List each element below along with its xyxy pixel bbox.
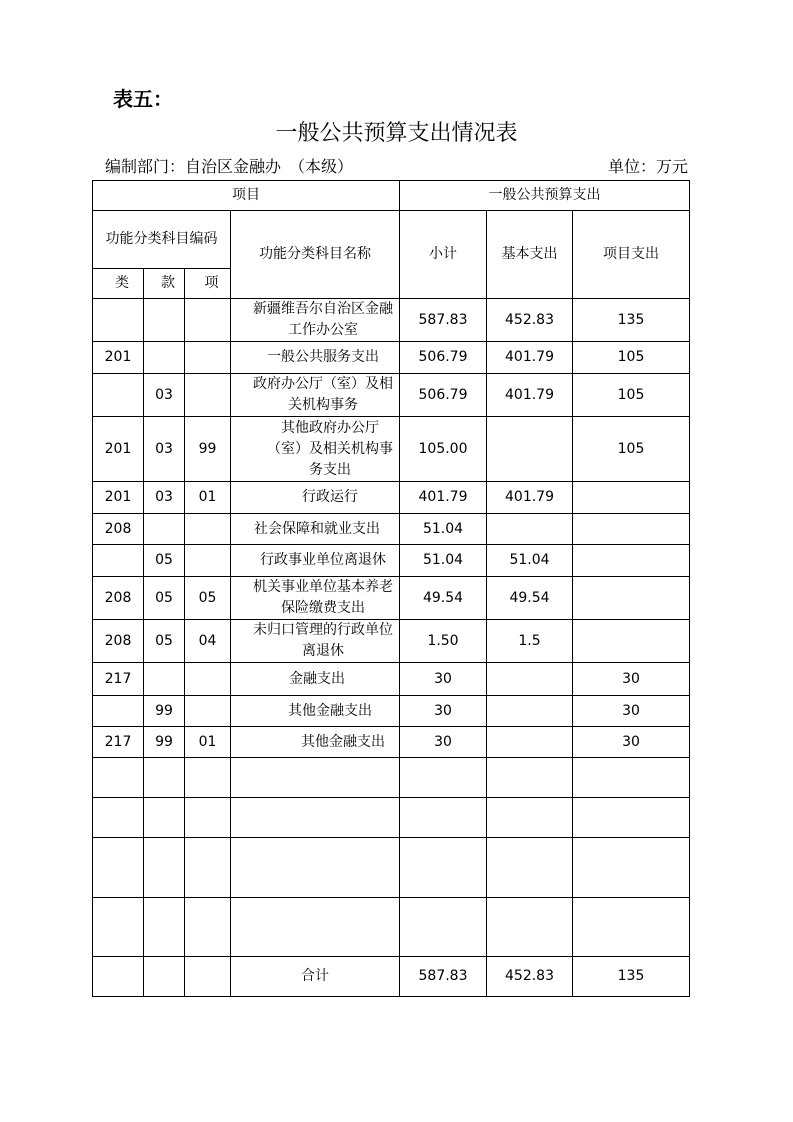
cell-lei: 201 bbox=[93, 482, 144, 514]
header-budget: 一般公共预算支出 bbox=[400, 181, 690, 211]
cell-lei: 201 bbox=[93, 417, 144, 482]
total-project: 135 bbox=[573, 957, 690, 997]
empty-row bbox=[93, 758, 690, 798]
cell-project bbox=[573, 482, 690, 514]
table-row bbox=[93, 727, 690, 758]
table-row bbox=[93, 417, 690, 482]
total-label: 合计 bbox=[231, 957, 400, 997]
cell-name: 行政事业单位离退休 bbox=[231, 545, 400, 577]
total-subtotal: 587.83 bbox=[400, 957, 487, 997]
empty-row bbox=[93, 838, 690, 898]
cell-xiang bbox=[185, 696, 231, 727]
cell-basic: 51.04 bbox=[487, 545, 573, 577]
cell-basic bbox=[487, 514, 573, 545]
cell-project bbox=[573, 545, 690, 577]
cell-project: 105 bbox=[573, 342, 690, 374]
cell-name: 社会保障和就业支出 bbox=[231, 514, 400, 545]
table-row bbox=[93, 577, 690, 620]
cell-subtotal: 30 bbox=[400, 696, 487, 727]
cell-lei: 217 bbox=[93, 663, 144, 696]
cell-project: 105 bbox=[573, 417, 690, 482]
table-row bbox=[93, 514, 690, 545]
cell-kuan bbox=[144, 342, 185, 374]
cell-lei: 208 bbox=[93, 577, 144, 620]
cell-basic bbox=[487, 417, 573, 482]
cell-subtotal: 49.54 bbox=[400, 577, 487, 620]
cell-xiang: 01 bbox=[185, 727, 231, 758]
cell-subtotal: 51.04 bbox=[400, 514, 487, 545]
table-row bbox=[93, 620, 690, 663]
cell-subtotal: 30 bbox=[400, 663, 487, 696]
cell-kuan: 99 bbox=[144, 696, 185, 727]
cell-lei: 217 bbox=[93, 727, 144, 758]
cell-subtotal: 506.79 bbox=[400, 342, 487, 374]
cell-kuan bbox=[144, 299, 185, 342]
department-label: 编制部门：自治区金融办 （本级） bbox=[105, 157, 354, 176]
header-subtotal: 小计 bbox=[400, 211, 487, 299]
cell-basic: 1.5 bbox=[487, 620, 573, 663]
cell-basic: 49.54 bbox=[487, 577, 573, 620]
cell-basic: 401.79 bbox=[487, 482, 573, 514]
page-title: 一般公共预算支出情况表 bbox=[275, 121, 518, 146]
cell-name: 一般公共服务支出 bbox=[231, 342, 400, 374]
table-row bbox=[93, 374, 690, 417]
cell-subtotal: 30 bbox=[400, 727, 487, 758]
cell-lei bbox=[93, 374, 144, 417]
cell-kuan: 03 bbox=[144, 374, 185, 417]
cell-name: 其他金融支出 bbox=[231, 727, 400, 758]
cell-kuan: 03 bbox=[144, 482, 185, 514]
cell-name: 其他金融支出 bbox=[231, 696, 400, 727]
cell-subtotal: 51.04 bbox=[400, 545, 487, 577]
cell-lei: 201 bbox=[93, 342, 144, 374]
table-row bbox=[93, 299, 690, 342]
cell-xiang bbox=[185, 299, 231, 342]
header-lei: 类 bbox=[93, 269, 144, 299]
cell-lei: 208 bbox=[93, 620, 144, 663]
cell-xiang bbox=[185, 374, 231, 417]
header-kuan: 款 bbox=[144, 269, 185, 299]
header-project: 项目 bbox=[93, 181, 400, 211]
cell-project: 30 bbox=[573, 663, 690, 696]
cell-project: 30 bbox=[573, 727, 690, 758]
cell-name: 机关事业单位基本养老保险缴费支出 bbox=[231, 577, 400, 620]
cell-project bbox=[573, 577, 690, 620]
cell-name: 其他政府办公厅（室）及相关机构事务支出 bbox=[231, 417, 400, 482]
cell-xiang: 01 bbox=[185, 482, 231, 514]
cell-name: 未归口管理的行政单位离退休 bbox=[231, 620, 400, 663]
budget-table bbox=[92, 180, 690, 997]
cell-kuan: 05 bbox=[144, 545, 185, 577]
cell-project: 135 bbox=[573, 299, 690, 342]
cell-basic: 452.83 bbox=[487, 299, 573, 342]
table-row bbox=[93, 342, 690, 374]
cell-basic bbox=[487, 663, 573, 696]
cell-project: 105 bbox=[573, 374, 690, 417]
table-row bbox=[93, 663, 690, 696]
cell-project bbox=[573, 514, 690, 545]
cell-subtotal: 506.79 bbox=[400, 374, 487, 417]
cell-kuan: 05 bbox=[144, 577, 185, 620]
cell-basic bbox=[487, 696, 573, 727]
cell-project: 30 bbox=[573, 696, 690, 727]
table-row bbox=[93, 696, 690, 727]
cell-lei bbox=[93, 696, 144, 727]
unit-label: 单位：万元 bbox=[607, 157, 688, 176]
cell-kuan bbox=[144, 663, 185, 696]
cell-xiang bbox=[185, 514, 231, 545]
cell-xiang: 05 bbox=[185, 577, 231, 620]
cell-xiang: 04 bbox=[185, 620, 231, 663]
cell-name: 行政运行 bbox=[231, 482, 400, 514]
cell-project bbox=[573, 620, 690, 663]
cell-kuan bbox=[144, 514, 185, 545]
cell-basic: 401.79 bbox=[487, 374, 573, 417]
cell-kuan: 03 bbox=[144, 417, 185, 482]
empty-row bbox=[93, 898, 690, 957]
cell-xiang: 99 bbox=[185, 417, 231, 482]
cell-subtotal: 105.00 bbox=[400, 417, 487, 482]
cell-subtotal: 401.79 bbox=[400, 482, 487, 514]
header-row-top bbox=[93, 181, 690, 211]
cell-xiang bbox=[185, 342, 231, 374]
table-row bbox=[93, 482, 690, 514]
header-xiang: 项 bbox=[185, 269, 231, 299]
total-row bbox=[93, 957, 690, 997]
header-code: 功能分类科目编码 bbox=[93, 211, 231, 269]
cell-name: 金融支出 bbox=[231, 663, 400, 696]
cell-name: 新疆维吾尔自治区金融工作办公室 bbox=[231, 299, 400, 342]
header-name: 功能分类科目名称 bbox=[231, 211, 400, 299]
cell-xiang bbox=[185, 663, 231, 696]
table-number: 表五： bbox=[113, 87, 173, 111]
cell-lei bbox=[93, 299, 144, 342]
cell-basic: 401.79 bbox=[487, 342, 573, 374]
header-row-mid bbox=[93, 211, 690, 269]
header-basic: 基本支出 bbox=[487, 211, 573, 299]
cell-basic bbox=[487, 727, 573, 758]
header-item: 项目支出 bbox=[573, 211, 690, 299]
cell-name: 政府办公厅（室）及相关机构事务 bbox=[231, 374, 400, 417]
total-basic: 452.83 bbox=[487, 957, 573, 997]
cell-subtotal: 1.50 bbox=[400, 620, 487, 663]
empty-row bbox=[93, 798, 690, 838]
cell-kuan: 05 bbox=[144, 620, 185, 663]
table-row bbox=[93, 545, 690, 577]
cell-xiang bbox=[185, 545, 231, 577]
cell-lei bbox=[93, 545, 144, 577]
cell-kuan: 99 bbox=[144, 727, 185, 758]
cell-subtotal: 587.83 bbox=[400, 299, 487, 342]
cell-lei: 208 bbox=[93, 514, 144, 545]
